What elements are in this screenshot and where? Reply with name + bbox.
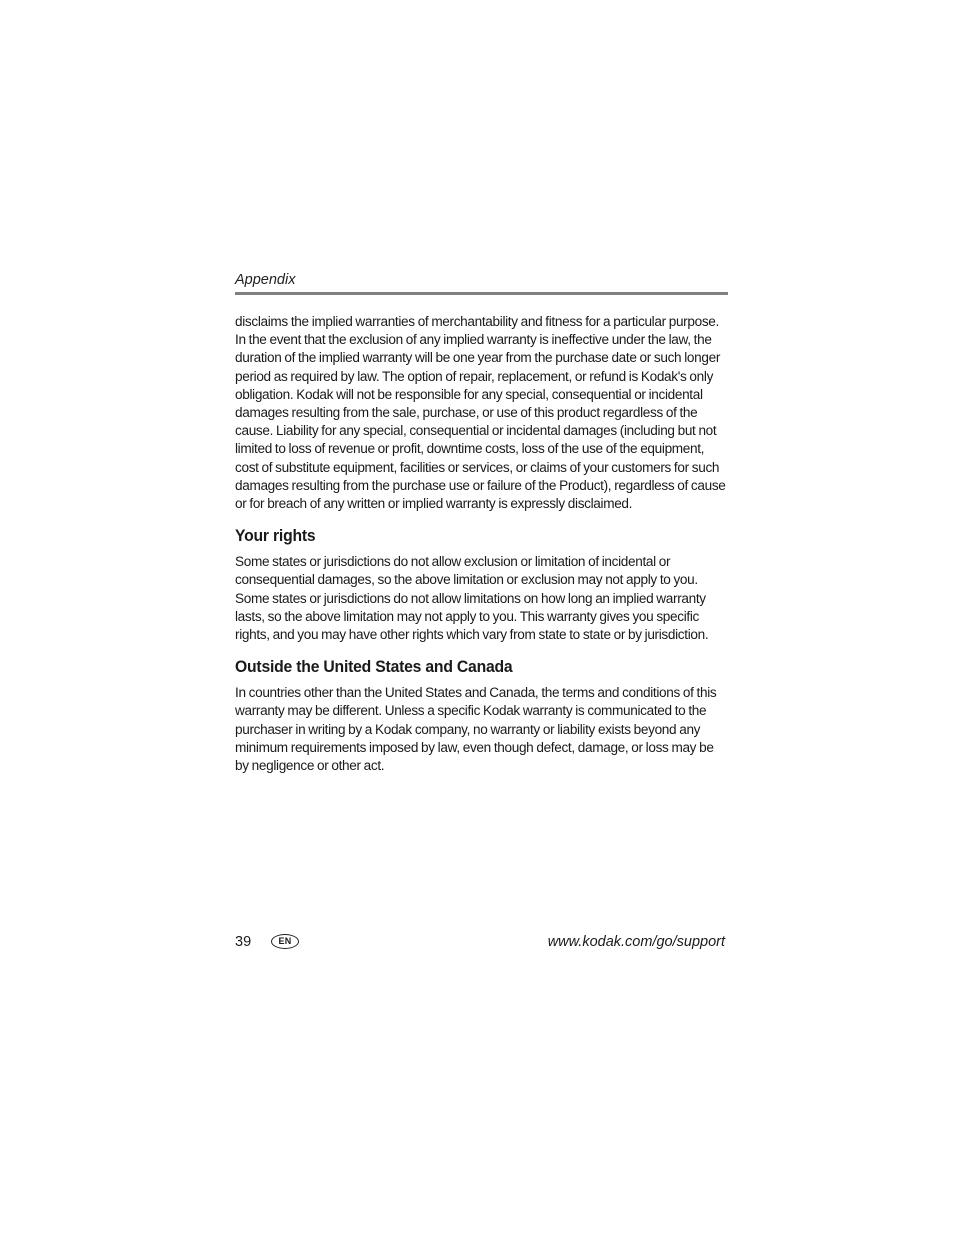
section-paragraph-outside-us-canada: In countries other than the United States and Canada, the terms and conditions of this warranty may be different. Unless a specific Kodak warranty is communicated to the purchaser in writing by a Kodak company, no warranty or liability exists beyond any minimum requirements imposed by law, even though defect, damage, or loss may be by negligence or other act. bbox=[235, 684, 717, 774]
section-paragraph-your-rights: Some states or jurisdictions do not allow exclusion or limitation of incidental or consequential damages, so the above limitation or exclusion may not apply to you. Some states or jurisdictions do not allow limitations on how long an implied warranty lasts, so the above limitation may not apply to you. This warranty gives you specific rights, and you may have other rights which vary from state to state or by jurisdiction. bbox=[235, 553, 709, 643]
page-content bbox=[235, 270, 728, 774]
section-heading-your-rights: Your rights bbox=[235, 527, 316, 546]
intro-paragraph: disclaims the implied warranties of merchantability and fitness for a particular purpose. In the event that the exclusion of any implied warranty is ineffective under the law, the duration of the implied warranty will be one year from the purchase date or such longer period as required by law. The option of repair, replacement, or refund is Kodak's only obligation. Kodak will not be responsible for any special, consequential or incidental damages resulting from the sale, purchase, or use of this product regardless of the cause. Liability for any special, consequential or incidental damages (including but not limited to loss of revenue or profit, downtime costs, loss of the use of the equipment, cost of substitute equipment, facilities or services, or claims of your customers for such damages resulting from the purchase use or failure of the Product), regardless of cause or for breach of any written or implied warranty is expressly disclaimed. bbox=[235, 313, 726, 512]
language-badge-icon: EN bbox=[271, 934, 299, 949]
page-footer bbox=[235, 932, 725, 952]
page-number: 39 bbox=[235, 934, 252, 950]
header-rule bbox=[235, 292, 728, 295]
running-head: Appendix bbox=[235, 272, 296, 288]
section-heading-outside-us-canada: Outside the United States and Canada bbox=[235, 658, 513, 677]
support-url: www.kodak.com/go/support bbox=[547, 934, 725, 950]
